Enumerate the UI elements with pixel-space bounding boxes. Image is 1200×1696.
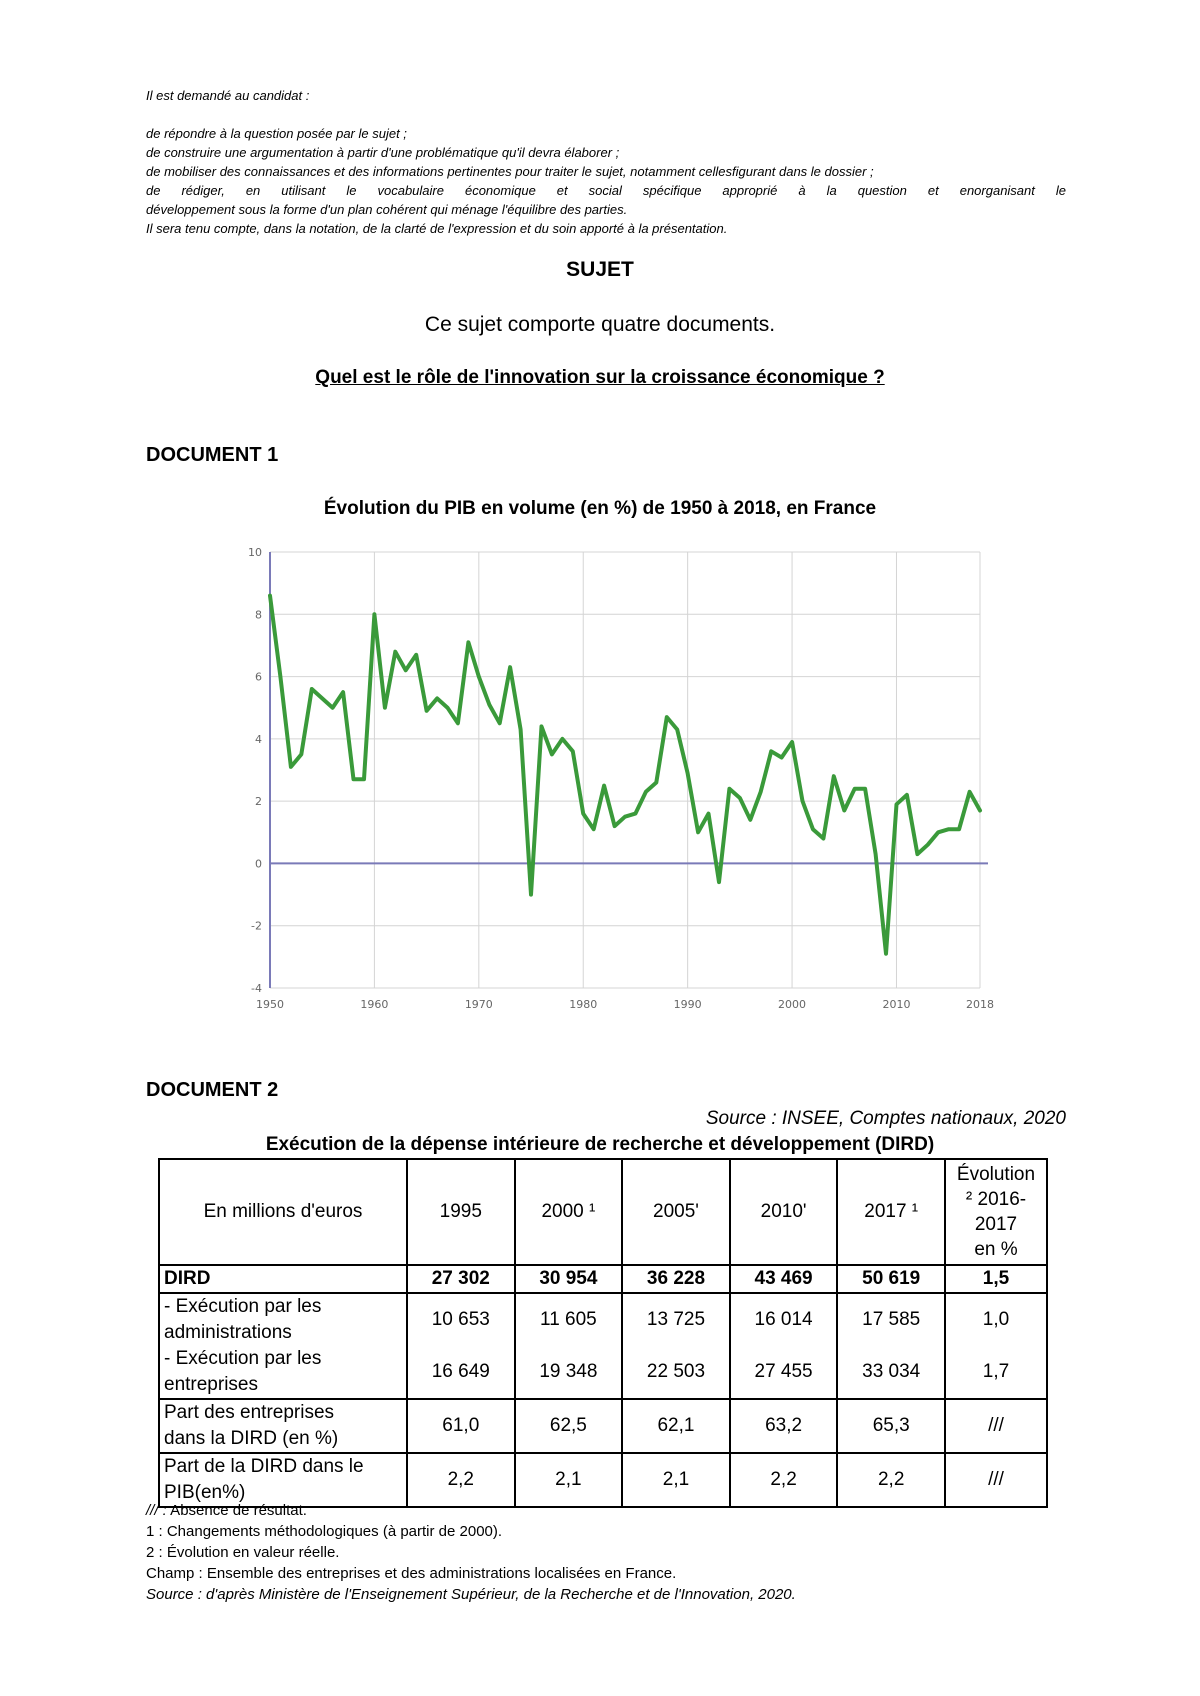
document1-source: Source : INSEE, Comptes nationaux, 2020 (705, 1108, 1066, 1129)
x-tick-label: 2018 (966, 998, 994, 1011)
x-tick-label: 1950 (256, 998, 284, 1011)
table-header-row (159, 1159, 1047, 1265)
instruction-line: Il sera tenu compte, dans la notation, de la clarté de l'expression et du soin apporté à la présentation. (146, 221, 728, 236)
y-tick-label: 2 (255, 795, 262, 809)
table-cell: 62,5 (515, 1399, 623, 1453)
row-label (159, 1346, 407, 1399)
table-title: Exécution de la dépense intérieure de recherche et développement (DIRD) (265, 1134, 935, 1155)
row-label-line: - Exécution par les (164, 1296, 322, 1317)
note-absence-symbol: /// : (146, 1502, 167, 1519)
header-evolution-line: ² 2016- (965, 1189, 1027, 1210)
header-year: 2017 ¹ (837, 1159, 945, 1265)
table-cell: 1,5 (945, 1265, 1047, 1293)
table-cell: 63,2 (730, 1399, 838, 1453)
table-cell: 2,2 (730, 1453, 838, 1507)
row-label-line: dans la DIRD (en %) (164, 1428, 339, 1449)
x-tick-label: 2000 (778, 998, 807, 1011)
table-cell: 22 503 (622, 1346, 730, 1399)
table-cell: 27 455 (730, 1346, 838, 1399)
table-cell: 16 649 (407, 1346, 515, 1399)
gdp-growth-chart (225, 540, 1005, 1020)
header-evolution-line: Évolution (956, 1164, 1036, 1185)
table-cell: 1,7 (945, 1346, 1047, 1399)
x-tick-label: 1990 (673, 998, 702, 1011)
table-cell: /// (945, 1453, 1047, 1507)
table-cell: 27 302 (407, 1265, 515, 1293)
header-evolution-line: en % (974, 1239, 1018, 1260)
row-label-line: Part de la DIRD dans le (164, 1456, 364, 1477)
row-label-line: - Exécution par les (164, 1348, 322, 1369)
x-tick-label: 2010 (882, 998, 911, 1011)
note-1: 1 : Changements méthodologiques (à partir de 2000). (146, 1523, 503, 1540)
instruction-line: de mobiliser des connaissances et des informations pertinentes pour traiter le sujet, notamment cellesfigurant dans le dossier ; (146, 164, 874, 179)
table-cell: 61,0 (407, 1399, 515, 1453)
table-cell: 43 469 (730, 1265, 838, 1293)
header-evolution (945, 1159, 1047, 1265)
note-source: Source : d'après Ministère de l'Enseignement Supérieur, de la Recherche et de l'Innovation, 2020. (146, 1586, 796, 1603)
table-cell: 2,2 (837, 1453, 945, 1507)
x-tick-label: 1970 (464, 998, 493, 1011)
table-cell: 62,1 (622, 1399, 730, 1453)
header-year: 2005' (622, 1159, 730, 1265)
table-cell: 1,0 (945, 1293, 1047, 1346)
instructions-block (146, 86, 1066, 238)
note-champ: Champ : Ensemble des entreprises et des administrations localisées en France. (146, 1565, 677, 1582)
table-row-part-entreprises (159, 1399, 1047, 1453)
table-cell: 30 954 (515, 1265, 623, 1293)
table-cell: 17 585 (837, 1293, 945, 1346)
instruction-line: développement sous la forme d'un plan cohérent qui ménage l'équilibre des parties. (146, 202, 628, 217)
row-label (159, 1293, 407, 1346)
table-row-dird (159, 1265, 1047, 1293)
x-tick-label: 1980 (569, 998, 598, 1011)
y-tick-label: -2 (251, 919, 262, 933)
table-cell: 2,1 (622, 1453, 730, 1507)
table-cell: 2,2 (407, 1453, 515, 1507)
y-tick-label: 8 (255, 608, 262, 622)
x-tick-label: 1960 (360, 998, 389, 1011)
table-cell: /// (945, 1399, 1047, 1453)
table-cell: 16 014 (730, 1293, 838, 1346)
row-label (159, 1399, 407, 1453)
document2-heading: DOCUMENT 2 (146, 1079, 279, 1101)
y-tick-label: 4 (255, 732, 262, 746)
table-cell: 33 034 (837, 1346, 945, 1399)
y-tick-label: -4 (251, 982, 262, 995)
note-2: 2 : Évolution en valeur réelle. (146, 1544, 340, 1561)
row-label-line: Part des entreprises (164, 1402, 335, 1423)
sujet-heading: SUJET (566, 258, 634, 281)
table-cell: 13 725 (622, 1293, 730, 1346)
gdp-series-line (270, 596, 980, 954)
row-label-line: entreprises (164, 1374, 258, 1395)
sujet-intro: Ce sujet comporte quatre documents. (424, 313, 776, 336)
table-notes (146, 1500, 796, 1605)
instruction-line: de rédiger, en utilisant le vocabulaire économique et social spécifique approprié à la question et enorganisant le (146, 183, 1066, 198)
header-year: 2010' (730, 1159, 838, 1265)
header-evolution-line: 2017 (974, 1214, 1018, 1235)
instruction-line: de construire une argumentation à partir d'une problématique qu'il devra élaborer ; (146, 145, 620, 160)
document1-heading: DOCUMENT 1 (146, 444, 279, 466)
row-label-line: administrations (164, 1322, 292, 1343)
row-label: DIRD (159, 1265, 407, 1293)
note-absence (146, 1500, 796, 1521)
table-row-part-pib (159, 1453, 1047, 1507)
dird-table (158, 1158, 1048, 1508)
header-label: En millions d'euros (159, 1159, 407, 1265)
header-year: 2000 ¹ (515, 1159, 623, 1265)
table-cell: 65,3 (837, 1399, 945, 1453)
row-label-line: PIB(en%) (164, 1482, 246, 1503)
table-cell: 10 653 (407, 1293, 515, 1346)
note-absence-text: Absence de résultat. (166, 1502, 307, 1519)
table-cell: 50 619 (837, 1265, 945, 1293)
header-year: 1995 (407, 1159, 515, 1265)
table-cell: 11 605 (515, 1293, 623, 1346)
row-label (159, 1453, 407, 1507)
instructions-intro: Il est demandé au candidat : (146, 88, 310, 103)
y-tick-label: 6 (255, 670, 262, 684)
y-tick-label: 0 (255, 857, 262, 871)
table-row-administrations (159, 1293, 1047, 1346)
instruction-line: de répondre à la question posée par le sujet ; (146, 126, 407, 141)
table-cell: 19 348 (515, 1346, 623, 1399)
y-tick-label: 10 (248, 546, 262, 559)
table-row-entreprises (159, 1346, 1047, 1399)
table-cell: 2,1 (515, 1453, 623, 1507)
sujet-question: Quel est le rôle de l'innovation sur la croissance économique ? (315, 367, 885, 388)
table-cell: 36 228 (622, 1265, 730, 1293)
chart-title: Évolution du PIB en volume (en %) de 1950 à 2018, en France (323, 498, 877, 519)
